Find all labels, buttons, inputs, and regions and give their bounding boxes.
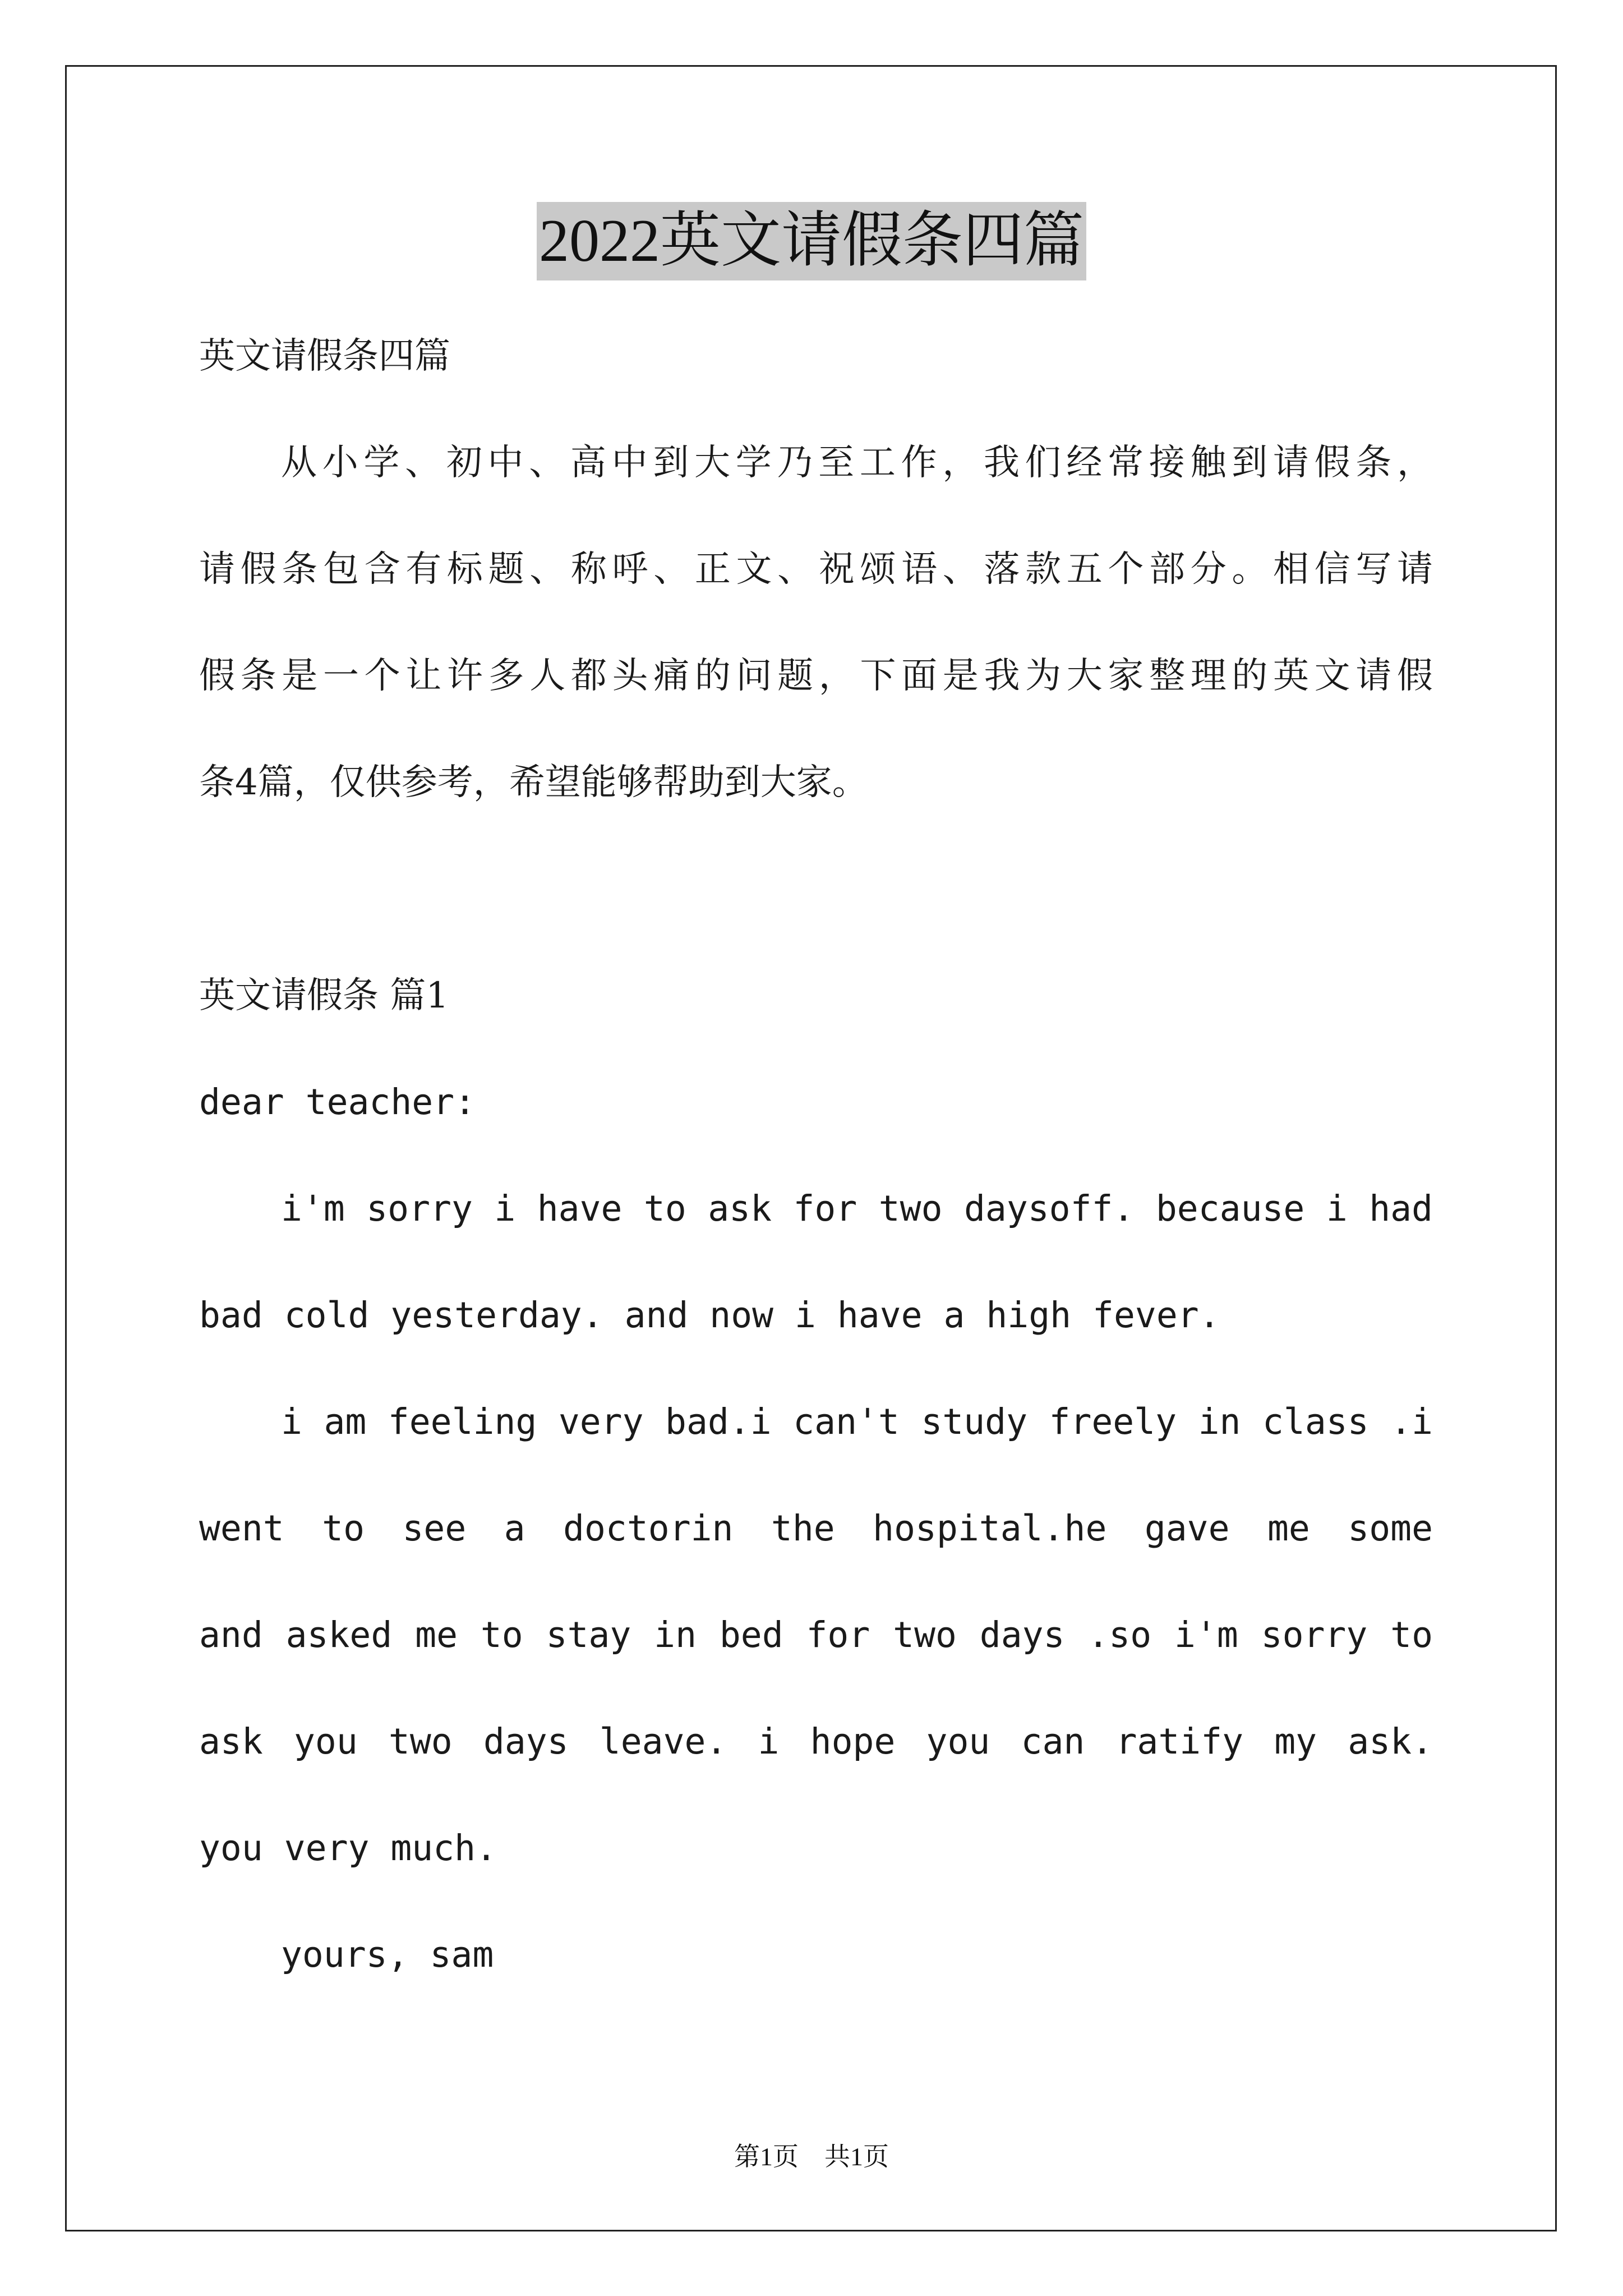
page-footer: 第1页 共1页 [734,2142,889,2171]
letter-line: i'm sorry i have to ask for two daysoff. because i had [281,1188,1433,1229]
document-subtitle: 英文请假条四篇 [199,335,450,377]
letter-line: bad cold yesterday. and now i have a high fever. [199,1295,1220,1336]
letter-line: i am feeling very bad.i can't study freely in class .i [281,1401,1433,1442]
paragraph-gap [199,836,1433,942]
intro-line: 请假条包含有标题、称呼、正文、祝颂语、落款五个部分。相信写请 [199,549,1433,590]
section-heading: 英文请假条 篇1 [199,975,449,1016]
intro-paragraph [199,409,1433,836]
letter-line: you very much. [199,1828,497,1869]
intro-line: 条4篇，仅供参考，希望能够帮助到大家。 [199,762,868,803]
letter-signoff: yours, sam [281,1934,494,1975]
document-body [199,303,1433,2008]
letter-line: went to see a doctorin the hospital.he gave me some [199,1508,1433,1549]
letter-paragraph-2 [199,1369,1433,1902]
letter-line: and asked me to stay in bed for two days .so i'm sorry to [199,1614,1433,1655]
intro-line: 从小学、初中、高中到大学乃至工作，我们经常接触到请假条， [281,442,1433,484]
salutation: dear teacher: [199,1082,476,1122]
document-title[interactable]: 2022英文请假条四篇 [537,202,1086,280]
letter-line: ask you two days leave. i hope you can ratify my ask. [199,1721,1433,1762]
intro-line: 假条是一个让许多人都头痛的问题，下面是我为大家整理的英文请假 [199,655,1433,697]
letter-paragraph-1 [199,1156,1433,1369]
title-wrap [0,202,1623,280]
